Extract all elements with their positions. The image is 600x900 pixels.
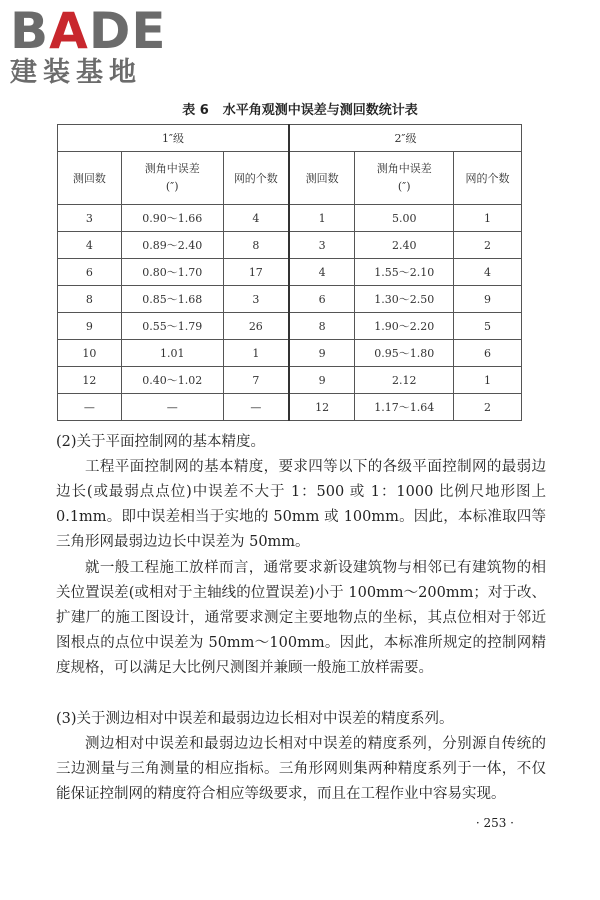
table-cell: 0.90～1.66: [121, 205, 223, 232]
table-cell: 2: [454, 394, 522, 421]
table-cell: 9: [454, 286, 522, 313]
table-cell: 0.95～1.80: [355, 340, 454, 367]
table-cell: 0.80～1.70: [121, 259, 223, 286]
table-cell: 9: [289, 340, 355, 367]
column-header: 网的个数: [454, 152, 522, 205]
table-cell: 6: [58, 259, 122, 286]
body-paragraph: 测边相对中误差和最弱边边长相对中误差的精度系列，分别源自传统的三边测量与三角测量的相应指标。三角形网则集两种精度系列于一体，不仅能保证控制网的精度符合相应等级要求，而且在工程作业中容易实现。: [56, 736, 546, 802]
body-paragraph: 工程平面控制网的基本精度，要求四等以下的各级平面控制网的最弱边边长(或最弱点点位)中误差不大于 1：500 或 1：1000 比例尺地形图上 0.1mm。即中误差相当于实地的 50mm 或 100mm。因此，本标准取四等三角形网最弱边边长中误差为 50mm。: [56, 459, 546, 550]
table-cell: 12: [58, 367, 122, 394]
table-row: [58, 286, 522, 313]
table-cell: 9: [58, 313, 122, 340]
table-cell: 4: [289, 259, 355, 286]
table-cell: 2.40: [355, 232, 454, 259]
table-cell: 7: [223, 367, 289, 394]
column-header: 网的个数: [223, 152, 289, 205]
table-number: 表 6: [182, 103, 209, 118]
table-cell: 4: [454, 259, 522, 286]
table-row: [58, 394, 522, 421]
table-cell: 1: [289, 205, 355, 232]
column-header: 测角中误差 (″): [121, 152, 223, 205]
table-cell: 3: [289, 232, 355, 259]
table-row: [58, 259, 522, 286]
table-cell: 0.55～1.79: [121, 313, 223, 340]
table-cell: 2: [454, 232, 522, 259]
table-cell: 1: [454, 367, 522, 394]
table-cell: 1.90～2.20: [355, 313, 454, 340]
logo-subtitle: 建装基地: [10, 57, 142, 88]
table-cell: 5: [454, 313, 522, 340]
table-cell: 0.85～1.68: [121, 286, 223, 313]
column-header: 测回数: [289, 152, 355, 205]
table-row: [58, 232, 522, 259]
table-cell: —: [223, 394, 289, 421]
table-cell: 6: [289, 286, 355, 313]
table-cell: 5.00: [355, 205, 454, 232]
body-paragraph: 就一般工程施工放样而言，通常要求新设建筑物与相邻已有建筑物的相关位置误差(或相对于主轴线的位置误差)小于 100mm～200mm；对于改、扩建厂的施工图设计，通常要求测定主要地物点的坐标，其点位相对于邻近图根点的点位中误差为 50mm～100mm。因此，本标准所规定的控制网精度规格，可以满足大比例尺测图并兼顾一般施工放样需要。: [56, 560, 546, 676]
table-body: [58, 205, 522, 421]
table-cell: 1.55～2.10: [355, 259, 454, 286]
group-header: 1″级: [58, 125, 289, 152]
table-cell: 0.89～2.40: [121, 232, 223, 259]
table-row: [58, 340, 522, 367]
table-cell: 1.30～2.50: [355, 286, 454, 313]
section-heading: (3)关于测边相对中误差和最弱边边长相对中误差的精度系列。: [56, 711, 454, 727]
table-cell: 8: [58, 286, 122, 313]
table-row: [58, 313, 522, 340]
table-row: [58, 367, 522, 394]
table-cell: 1.01: [121, 340, 223, 367]
table-cell: 1: [454, 205, 522, 232]
table-cell: 17: [223, 259, 289, 286]
table-cell: 12: [289, 394, 355, 421]
table-cell: 3: [223, 286, 289, 313]
column-header: 测回数: [58, 152, 122, 205]
section-heading: (2)关于平面控制网的基本精度。: [56, 434, 266, 450]
table-cell: —: [58, 394, 122, 421]
column-header: 测角中误差 (″): [355, 152, 454, 205]
table-cell: 3: [58, 205, 122, 232]
table-cell: 8: [289, 313, 355, 340]
logo-wordmark: BADE: [10, 2, 167, 60]
brand-logo: [10, 2, 180, 88]
statistics-table: [57, 124, 522, 421]
table-caption: [0, 99, 600, 118]
table-cell: —: [121, 394, 223, 421]
table-title: 水平角观测中误差与测回数统计表: [222, 103, 418, 118]
table-cell: 4: [223, 205, 289, 232]
group-header: 2″级: [289, 125, 522, 152]
table-cell: 26: [223, 313, 289, 340]
table-cell: 2.12: [355, 367, 454, 394]
table-cell: 10: [58, 340, 122, 367]
table-cell: 6: [454, 340, 522, 367]
table-cell: 1: [223, 340, 289, 367]
table-cell: 9: [289, 367, 355, 394]
page-number: · 253 ·: [475, 816, 514, 830]
table-row: [58, 205, 522, 232]
table-cell: 1.17～1.64: [355, 394, 454, 421]
table-cell: 0.40～1.02: [121, 367, 223, 394]
table-cell: 4: [58, 232, 122, 259]
table-cell: 8: [223, 232, 289, 259]
